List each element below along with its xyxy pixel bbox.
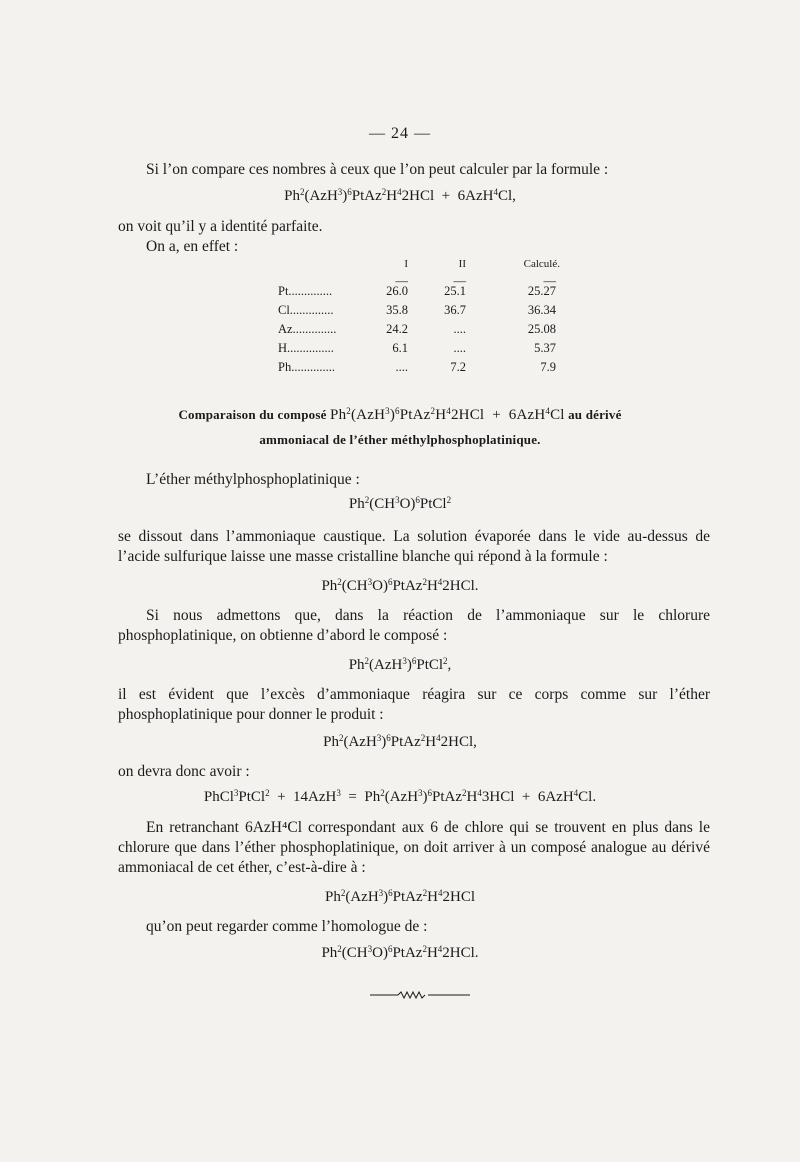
- cell-calc: 25.27: [527, 284, 556, 298]
- cell-ii: 25.1: [444, 284, 466, 298]
- paragraph-8: on devra donc avoir :: [118, 763, 250, 780]
- cell-i: 6.1: [392, 341, 408, 355]
- table-row: [278, 284, 568, 303]
- paragraph-10: qu’on peut regarder comme l’homologue de :: [146, 918, 428, 935]
- cell-ii: ....: [453, 341, 466, 355]
- row-label: Ph..............: [278, 360, 335, 374]
- cell-i: 24.2: [386, 322, 408, 336]
- table-row: [278, 322, 568, 341]
- table-header-ii: II: [458, 258, 466, 270]
- formula-5: $Ph^2(AzH^3)^6PtAz^2H^42HCl$,: [323, 733, 477, 750]
- ornament-divider: [370, 990, 470, 1000]
- cell-ii: 7.2: [450, 360, 466, 374]
- paragraph-2: on voit qu’il y a identité parfaite.: [118, 218, 323, 235]
- analysis-table: [278, 258, 568, 379]
- row-label: H...............: [278, 341, 334, 355]
- formula-8: $Ph^2(CH^3O)^6PtAz^2H^42HCl$.: [321, 944, 479, 961]
- row-label: Pt..............: [278, 284, 333, 298]
- formula-7: $Ph^2(AzH^3)^6PtAz^2H^42HCl$: [324, 888, 476, 905]
- formula-2: $Ph^2(CH^3O)^6PtCl^2$: [348, 495, 452, 512]
- cell-calc: 7.9: [540, 360, 556, 374]
- table-dash: —: [395, 274, 408, 288]
- heading-part-b: au dérivé: [568, 407, 622, 422]
- cell-i: 26.0: [386, 284, 408, 298]
- paragraph-9: En retranchant 6AzH⁴Cl correspondant aux 6 de chlore qui se trouvent en plus dans le chlorure que dans l’éther phosphoplatinique, on doit arriver à un composé analogue au dérivé ammoniacal de cet éther, c’est-à-dire à :: [118, 819, 710, 876]
- heading-part-a: Comparaison du composé: [178, 407, 327, 422]
- table-dash: —: [543, 274, 556, 288]
- table-rule-row: [278, 274, 568, 288]
- cell-i: ....: [395, 360, 408, 374]
- paragraph-1: Si l’on compare ces nombres à ceux que l’on peut calculer par la formule :: [146, 161, 609, 178]
- paragraph-3: On a, en effet :: [146, 238, 239, 255]
- cell-i: 35.8: [386, 303, 408, 317]
- cell-ii: ....: [453, 322, 466, 336]
- table-header-calc: Calculé.: [523, 258, 560, 270]
- formula-6: PhCl$^3$PtCl$^2$ + $14AzH^3 = Ph^2(AzH^3)^6PtAz^2H^43HCl + 6AzH^4Cl$.: [203, 788, 597, 805]
- cell-ii: 36.7: [444, 303, 466, 317]
- cell-calc: 5.37: [534, 341, 556, 355]
- table-dash: —: [453, 274, 466, 288]
- formula-4: $Ph^2(AzH^3)^6PtCl^2$,: [348, 656, 452, 673]
- cell-calc: 25.08: [527, 322, 556, 336]
- table-row: [278, 360, 568, 379]
- row-label: Cl..............: [278, 303, 334, 317]
- formula-1: $Ph^2(AzH^3)^6PtAz^2H^42HCl + 6AzH^4Cl$,: [284, 187, 516, 204]
- paragraph-4: L’éther méthylphosphoplatinique :: [146, 471, 360, 488]
- heading-formula: $Ph^2(AzH^3)^6PtAz^2H^42HCl + 6AzH^4Cl$: [330, 406, 565, 423]
- table-row: [278, 341, 568, 360]
- cell-calc: 36.34: [527, 303, 556, 317]
- table-header-i: I: [404, 258, 408, 270]
- paragraph-5: se dissout dans l’ammoniaque caustique. La solution évaporée dans le vide au-dessus de l’acide sulfurique laisse une masse cristalline blanche qui répond à la formule :: [118, 528, 710, 565]
- table-header-row: [278, 258, 568, 274]
- section-heading-line-2: ammoniacal de l’éther méthylphosphoplatinique.: [259, 432, 541, 447]
- paragraph-6: Si nous admettons que, dans la réaction de l’ammoniaque sur le chlorure phosphoplatinique, on obtienne d’abord le composé :: [118, 607, 710, 644]
- page-number: — 24 —: [369, 125, 431, 142]
- section-heading-line-1: [0, 407, 800, 424]
- formula-3: $Ph^2(CH^3O)^6PtAz^2H^42HCl$.: [321, 577, 479, 594]
- paragraph-7: il est évident que l’excès d’ammoniaque réagira sur ce corps comme sur l’éther phosphoplatinique pour donner le produit :: [118, 686, 710, 723]
- table-row: [278, 303, 568, 322]
- row-label: Az..............: [278, 322, 337, 336]
